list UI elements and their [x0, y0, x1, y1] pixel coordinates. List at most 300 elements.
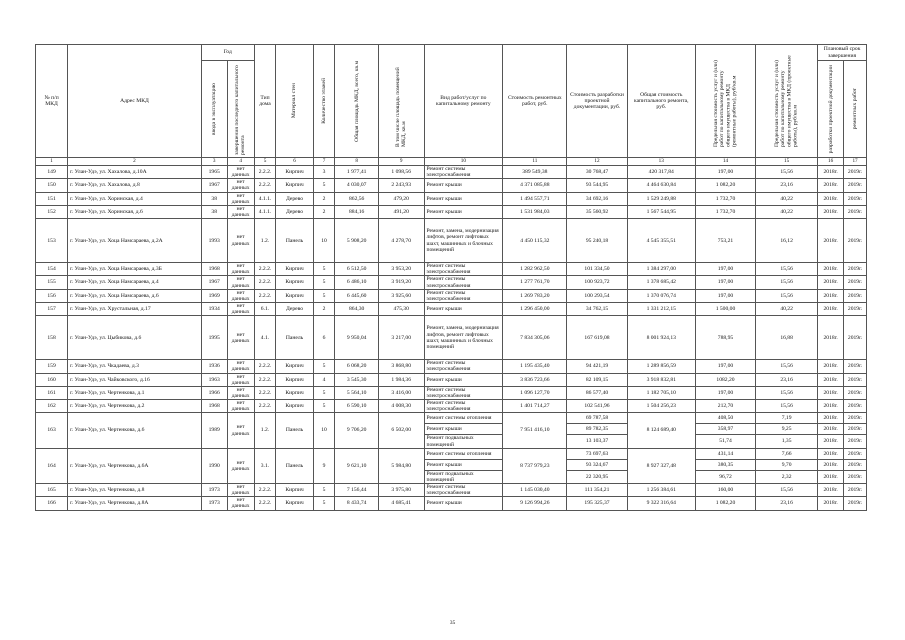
row-number: 153 — [36, 219, 68, 263]
header-residential-area: В том числе площадь помещений МКД, кв.м — [395, 67, 408, 147]
house-type-cell: 4.1. — [254, 316, 276, 360]
table-row — [36, 302, 867, 315]
total-area-cell: 884,16 — [335, 205, 379, 218]
table-header — [36, 45, 867, 166]
column-number: 11 — [503, 158, 567, 166]
work-type-cell: Ремонт подвальных помещений — [424, 435, 503, 448]
house-type-cell: 2.2.2. — [254, 373, 276, 386]
table-row — [36, 497, 867, 510]
design-cost-cell: 94 421,19 — [567, 360, 627, 373]
residential-area-cell: 5 984,80 — [378, 448, 424, 483]
total-area-cell: 864,30 — [335, 302, 379, 315]
year-commissioning-cell: 1936 — [201, 360, 227, 373]
max-cost-repair-cell: 380,35 — [695, 459, 755, 470]
work-type-cell: Ремонт системы отопления — [424, 413, 503, 424]
plan-repair-cell: 2019г. — [844, 192, 867, 205]
year-last-repair-cell: нет данных — [227, 289, 254, 302]
total-cost-cell: 1 384 297,00 — [627, 263, 695, 276]
residential-area-cell: 6 502,00 — [378, 413, 424, 448]
max-cost-repair-cell: 1 500,00 — [695, 302, 755, 315]
year-last-repair-cell: нет данных — [227, 192, 254, 205]
residential-area-cell: 475,30 — [378, 302, 424, 315]
plan-design-cell: 2018г. — [818, 179, 844, 192]
max-cost-design-cell: 40,22 — [756, 192, 818, 205]
design-cost-cell: 73 697,63 — [567, 448, 627, 459]
plan-repair-cell: 2019г. — [844, 360, 867, 373]
year-commissioning-cell: 1966 — [201, 386, 227, 399]
wall-material-cell: Панель — [276, 219, 313, 263]
wall-material-cell: Кирпич — [276, 166, 313, 179]
house-type-cell: 2.2.2. — [254, 360, 276, 373]
repair-cost-cell: 7 951 416,10 — [503, 413, 567, 448]
table-row — [36, 179, 867, 192]
house-type-cell: 4.1.1. — [254, 205, 276, 218]
floors-cell: 2 — [313, 205, 335, 218]
row-number: 151 — [36, 192, 68, 205]
max-cost-repair-cell: 1 082,20 — [695, 497, 755, 510]
header-wall-material: Материал стен — [291, 83, 298, 119]
header-work-type: Вид работ/услуг по капитальному ремонту — [424, 45, 503, 158]
header-plan-design: разработки проектной документации — [827, 64, 834, 154]
year-commissioning-cell: 1968 — [201, 400, 227, 413]
work-type-cell: Ремонт крыши — [424, 424, 503, 435]
total-cost-cell: 3 918 832,81 — [627, 373, 695, 386]
max-cost-repair-cell: 358,97 — [695, 424, 755, 435]
year-last-repair-cell: нет данных — [227, 263, 254, 276]
year-commissioning-cell: 1989 — [201, 413, 227, 448]
plan-design-cell: 2018г. — [818, 302, 844, 315]
address-cell: г. Улан-Удэ, ул. Хоца Намсараева, д.4 — [68, 276, 202, 289]
header-plan-group: Плановый срок завершения — [818, 45, 867, 61]
repair-cost-cell: 7 834 305,06 — [503, 316, 567, 360]
total-area-cell: 6 445,60 — [335, 289, 379, 302]
repair-cost-cell: 8 737 979,23 — [503, 448, 567, 483]
repair-program-table — [35, 44, 867, 511]
total-area-cell: 9 621,10 — [335, 448, 379, 483]
design-cost-cell: 34 692,16 — [567, 192, 627, 205]
work-type-cell: Ремонт крыши — [424, 302, 503, 315]
repair-cost-cell: 1 277 761,70 — [503, 276, 567, 289]
design-cost-cell: 35 560,92 — [567, 205, 627, 218]
header-no: № п/п МКД — [36, 45, 68, 158]
row-number: 152 — [36, 205, 68, 218]
year-last-repair-cell: нет данных — [227, 219, 254, 263]
design-cost-cell: 82 109,15 — [567, 373, 627, 386]
max-cost-design-cell: 7,19 — [756, 413, 818, 424]
address-cell: г. Улан-Удэ, ул. Хоца Намсараева, д.3Б — [68, 263, 202, 276]
repair-cost-cell: 1 282 962,50 — [503, 263, 567, 276]
work-type-cell: Ремонт системы электроснабжения — [424, 276, 503, 289]
table-row — [36, 386, 867, 399]
wall-material-cell: Кирпич — [276, 276, 313, 289]
header-repair-cost: Стоимость ремонтных работ, руб. — [503, 45, 567, 158]
header-total-area: Общая площадь МКД, всего, кв.м — [353, 60, 360, 142]
work-type-cell: Ремонт системы электроснабжения — [424, 386, 503, 399]
column-number: 7 — [313, 158, 335, 166]
header-year-group: Год — [201, 45, 254, 61]
address-cell: г. Улан-Удэ, ул. Хоца Намсараева, д.6 — [68, 289, 202, 302]
plan-design-cell: 2018г. — [818, 360, 844, 373]
table-row — [36, 316, 867, 360]
house-type-cell: 2.2.2. — [254, 166, 276, 179]
floors-cell: 10 — [313, 219, 335, 263]
repair-cost-cell: 1 195 435,40 — [503, 360, 567, 373]
work-type-cell: Ремонт, замена, модернизация лифтов, ремонт лифтовых шахт, машинных и блочных помещений — [424, 219, 503, 263]
plan-design-cell: 2018г. — [818, 219, 844, 263]
wall-material-cell: Дерево — [276, 192, 313, 205]
repair-cost-cell: 1 096 127,70 — [503, 386, 567, 399]
table-row — [36, 360, 867, 373]
wall-material-cell: Панель — [276, 413, 313, 448]
address-cell: г. Улан-Удэ, ул. Чайковского, д.16 — [68, 373, 202, 386]
max-cost-repair-cell: 788,95 — [695, 316, 755, 360]
header-max-cost-design: Предельная стоимость услуг и (или) работ по капитальному ремонту общего имущества в МКД (проектные работы), руб/кв.м — [774, 55, 799, 147]
plan-repair-cell: 2019г. — [844, 302, 867, 315]
plan-design-cell: 2018г. — [818, 470, 844, 483]
wall-material-cell: Кирпич — [276, 497, 313, 510]
year-last-repair-cell: нет данных — [227, 179, 254, 192]
column-number: 9 — [378, 158, 424, 166]
max-cost-design-cell: 9,25 — [756, 424, 818, 435]
work-type-cell: Ремонт крыши — [424, 459, 503, 470]
max-cost-design-cell: 15,56 — [756, 166, 818, 179]
total-area-cell: 4 030,07 — [335, 179, 379, 192]
house-type-cell: 2.2.2. — [254, 289, 276, 302]
plan-repair-cell: 2019г. — [844, 386, 867, 399]
address-cell: г. Улан-Удэ, ул. Хоца Намсараева, д.2А — [68, 219, 202, 263]
total-cost-cell: 1 370 076,74 — [627, 289, 695, 302]
plan-design-cell: 2018г. — [818, 497, 844, 510]
residential-area-cell: 1 984,36 — [378, 373, 424, 386]
plan-repair-cell: 2019г. — [844, 435, 867, 448]
year-commissioning-cell: 1990 — [201, 448, 227, 483]
residential-area-cell: 491,20 — [378, 205, 424, 218]
year-commissioning-cell: 38 — [201, 205, 227, 218]
header-max-cost-repair: Предельная стоимость услуг и (или) работ по капитальному ремонту общего имущества в МКД (ремонтные работы), руб/кв.м — [713, 60, 738, 147]
wall-material-cell: Кирпич — [276, 289, 313, 302]
house-type-cell: 2.2.2. — [254, 497, 276, 510]
row-number: 165 — [36, 483, 68, 496]
total-cost-cell: 4 464 630,84 — [627, 179, 695, 192]
year-commissioning-cell: 1967 — [201, 179, 227, 192]
max-cost-design-cell: 15,56 — [756, 289, 818, 302]
address-cell: г. Улан-Удэ, ул. Чертенкова, д.8А — [68, 497, 202, 510]
row-number: 163 — [36, 413, 68, 448]
year-last-repair-cell: нет данных — [227, 205, 254, 218]
wall-material-cell: Дерево — [276, 302, 313, 315]
table-row — [36, 413, 867, 424]
repair-cost-cell: 1 494 557,71 — [503, 192, 567, 205]
year-commissioning-cell: 1973 — [201, 483, 227, 496]
address-cell: г. Улан-Удэ, ул. Хрустальная, д.17 — [68, 302, 202, 315]
max-cost-design-cell: 7,66 — [756, 448, 818, 459]
residential-area-cell: 4 278,70 — [378, 219, 424, 263]
year-commissioning-cell: 1973 — [201, 497, 227, 510]
residential-area-cell: 3 416,00 — [378, 386, 424, 399]
max-cost-design-cell: 40,22 — [756, 205, 818, 218]
plan-repair-cell: 2019г. — [844, 400, 867, 413]
wall-material-cell: Кирпич — [276, 360, 313, 373]
year-commissioning-cell: 1995 — [201, 316, 227, 360]
wall-material-cell: Панель — [276, 448, 313, 483]
design-cost-cell: 69 787,58 — [567, 413, 627, 424]
table-body — [36, 166, 867, 511]
plan-repair-cell: 2019г. — [844, 205, 867, 218]
repair-cost-cell: 1 145 030,40 — [503, 483, 567, 496]
total-area-cell: 3 545,30 — [335, 373, 379, 386]
repair-cost-cell: 4 371 085,88 — [503, 179, 567, 192]
address-cell: г. Улан-Удэ, ул. Чертенкова, д.2 — [68, 400, 202, 413]
total-cost-cell: 9 322 316,64 — [627, 497, 695, 510]
plan-design-cell: 2018г. — [818, 435, 844, 448]
repair-cost-cell: 3 836 723,66 — [503, 373, 567, 386]
work-type-cell: Ремонт системы электроснабжения — [424, 400, 503, 413]
total-area-cell: 6 486,10 — [335, 276, 379, 289]
year-last-repair-cell: нет данных — [227, 360, 254, 373]
max-cost-repair-cell: 197,00 — [695, 289, 755, 302]
total-cost-cell: 1 256 384,61 — [627, 483, 695, 496]
floors-cell: 10 — [313, 413, 335, 448]
plan-repair-cell: 2019г. — [844, 483, 867, 496]
house-type-cell: 2.2.2. — [254, 400, 276, 413]
year-commissioning-cell: 1969 — [201, 289, 227, 302]
plan-design-cell: 2018г. — [818, 373, 844, 386]
max-cost-design-cell: 23,16 — [756, 373, 818, 386]
total-cost-cell: 1 567 544,95 — [627, 205, 695, 218]
plan-repair-cell: 2019г. — [844, 470, 867, 483]
address-cell: г. Улан-Удэ, ул. Чертенкова, д.1 — [68, 386, 202, 399]
year-last-repair-cell: нет данных — [227, 302, 254, 315]
column-number: 8 — [335, 158, 379, 166]
max-cost-repair-cell: 753,21 — [695, 219, 755, 263]
row-number: 161 — [36, 386, 68, 399]
residential-area-cell: 4 008,30 — [378, 400, 424, 413]
plan-design-cell: 2018г. — [818, 424, 844, 435]
residential-area-cell: 3 975,80 — [378, 483, 424, 496]
max-cost-design-cell: 2,32 — [756, 470, 818, 483]
total-area-cell: 6 512,50 — [335, 263, 379, 276]
year-last-repair-cell: нет данных — [227, 413, 254, 448]
max-cost-repair-cell: 1082,20 — [695, 373, 755, 386]
total-area-cell: 5 908,20 — [335, 219, 379, 263]
max-cost-repair-cell: 197,00 — [695, 360, 755, 373]
max-cost-design-cell: 15,56 — [756, 360, 818, 373]
header-total-cost: Общая стоимость капитального ремонта, руб. — [627, 45, 695, 158]
repair-cost-cell: 1 531 984,03 — [503, 205, 567, 218]
max-cost-design-cell: 16,12 — [756, 219, 818, 263]
total-cost-cell: 4 545 355,51 — [627, 219, 695, 263]
column-number: 2 — [68, 158, 202, 166]
plan-repair-cell: 2019г. — [844, 219, 867, 263]
plan-repair-cell: 2019г. — [844, 497, 867, 510]
max-cost-design-cell: 9,70 — [756, 459, 818, 470]
work-type-cell: Ремонт системы электроснабжения — [424, 360, 503, 373]
total-cost-cell: 8 124 689,40 — [627, 413, 695, 448]
max-cost-design-cell: 15,56 — [756, 483, 818, 496]
total-cost-cell: 1 529 249,88 — [627, 192, 695, 205]
year-last-repair-cell: нет данных — [227, 448, 254, 483]
plan-design-cell: 2018г. — [818, 400, 844, 413]
design-cost-cell: 102 541,96 — [567, 400, 627, 413]
year-last-repair-cell: нет данных — [227, 400, 254, 413]
address-cell: г. Улан-Удэ, ул. Хоринская, д.6 — [68, 205, 202, 218]
design-cost-cell: 95 240,18 — [567, 219, 627, 263]
total-area-cell: 862,56 — [335, 192, 379, 205]
wall-material-cell: Кирпич — [276, 386, 313, 399]
plan-design-cell: 2018г. — [818, 459, 844, 470]
max-cost-design-cell: 40,22 — [756, 302, 818, 315]
max-cost-repair-cell: 197,00 — [695, 386, 755, 399]
plan-repair-cell: 2019г. — [844, 316, 867, 360]
column-number: 5 — [254, 158, 276, 166]
year-commissioning-cell: 1934 — [201, 302, 227, 315]
plan-design-cell: 2018г. — [818, 483, 844, 496]
plan-design-cell: 2018г. — [818, 448, 844, 459]
page-number: 35 — [449, 620, 456, 626]
row-number: 162 — [36, 400, 68, 413]
residential-area-cell: 1 098,56 — [378, 166, 424, 179]
column-number: 4 — [227, 158, 254, 166]
total-cost-cell: 1 504 256,23 — [627, 400, 695, 413]
house-type-cell: 2.2.2. — [254, 179, 276, 192]
row-number: 149 — [36, 166, 68, 179]
column-number: 15 — [756, 158, 818, 166]
header-address: Адрес МКД — [68, 45, 202, 158]
column-number: 3 — [201, 158, 227, 166]
column-number: 16 — [818, 158, 844, 166]
year-commissioning-cell: 38 — [201, 192, 227, 205]
max-cost-design-cell: 15,56 — [756, 276, 818, 289]
max-cost-repair-cell: 197,00 — [695, 276, 755, 289]
table-row — [36, 166, 867, 179]
repair-cost-cell: 1 269 783,20 — [503, 289, 567, 302]
column-number: 10 — [424, 158, 503, 166]
max-cost-design-cell: 16,88 — [756, 316, 818, 360]
total-cost-cell: 1 331 212,15 — [627, 302, 695, 315]
house-type-cell: 2.2.2. — [254, 386, 276, 399]
max-cost-repair-cell: 197,00 — [695, 263, 755, 276]
residential-area-cell: 3 868,80 — [378, 360, 424, 373]
floors-cell: 3 — [313, 166, 335, 179]
house-type-cell: 3.1. — [254, 448, 276, 483]
total-area-cell: 6 590,10 — [335, 400, 379, 413]
total-area-cell: 9 950,04 — [335, 316, 379, 360]
table-row — [36, 373, 867, 386]
address-cell: г. Улан-Удэ, ул. Чертенкова, д.6 — [68, 413, 202, 448]
header-design-cost: Стоимость разработки проектной документации, руб. — [567, 45, 627, 158]
floors-cell: 5 — [313, 289, 335, 302]
total-cost-cell: 420 317,84 — [627, 166, 695, 179]
address-cell: г. Улан-Удэ, ул. Чертенкова, д.8 — [68, 483, 202, 496]
max-cost-design-cell: 23,16 — [756, 179, 818, 192]
work-type-cell: Ремонт, замена, модернизация лифтов, ремонт лифтовых шахт, машинных и блочных помещений — [424, 316, 503, 360]
max-cost-repair-cell: 1 732,70 — [695, 205, 755, 218]
house-type-cell: 2.2.2. — [254, 263, 276, 276]
row-number: 159 — [36, 360, 68, 373]
row-number: 155 — [36, 276, 68, 289]
year-last-repair-cell: нет данных — [227, 316, 254, 360]
design-cost-cell: 101 334,50 — [567, 263, 627, 276]
max-cost-repair-cell: 1 732,70 — [695, 192, 755, 205]
total-area-cell: 7 156,44 — [335, 483, 379, 496]
work-type-cell: Ремонт системы электроснабжения — [424, 263, 503, 276]
plan-repair-cell: 2019г. — [844, 413, 867, 424]
table-row — [36, 483, 867, 496]
row-number: 154 — [36, 263, 68, 276]
total-area-cell: 8 433,74 — [335, 497, 379, 510]
max-cost-design-cell: 23,16 — [756, 497, 818, 510]
floors-cell: 6 — [313, 316, 335, 360]
floors-cell: 5 — [313, 483, 335, 496]
total-area-cell: 1 977,41 — [335, 166, 379, 179]
work-type-cell: Ремонт системы отопления — [424, 448, 503, 459]
floors-cell: 2 — [313, 302, 335, 315]
plan-repair-cell: 2019г. — [844, 459, 867, 470]
table-row — [36, 192, 867, 205]
max-cost-repair-cell: 408,50 — [695, 413, 755, 424]
year-last-repair-cell: нет данных — [227, 166, 254, 179]
design-cost-cell: 111 354,21 — [567, 483, 627, 496]
plan-design-cell: 2018г. — [818, 205, 844, 218]
year-commissioning-cell: 1965 — [201, 166, 227, 179]
plan-design-cell: 2018г. — [818, 263, 844, 276]
year-commissioning-cell: 1993 — [201, 219, 227, 263]
address-cell: г. Улан-Удэ, ул. Цыбикова, д.6 — [68, 316, 202, 360]
wall-material-cell: Кирпич — [276, 400, 313, 413]
floors-cell: 5 — [313, 400, 335, 413]
row-number: 164 — [36, 448, 68, 483]
plan-design-cell: 2018г. — [818, 276, 844, 289]
work-type-cell: Ремонт системы электроснабжения — [424, 483, 503, 496]
total-cost-cell: 1 378 685,42 — [627, 276, 695, 289]
design-cost-cell: 34 762,15 — [567, 302, 627, 315]
floors-cell: 9 — [313, 448, 335, 483]
column-number: 12 — [567, 158, 627, 166]
floors-cell: 5 — [313, 360, 335, 373]
wall-material-cell: Кирпич — [276, 263, 313, 276]
address-cell: г. Улан-Удэ, ул. Хоринская, д.4 — [68, 192, 202, 205]
wall-material-cell: Дерево — [276, 205, 313, 218]
residential-area-cell: 479,20 — [378, 192, 424, 205]
plan-design-cell: 2018г. — [818, 192, 844, 205]
house-type-cell: 6.1. — [254, 302, 276, 315]
header-year-last-repair: завершения последнего капитального ремонта — [234, 65, 247, 155]
plan-repair-cell: 2019г. — [844, 276, 867, 289]
design-cost-cell: 100 923,72 — [567, 276, 627, 289]
table-row — [36, 276, 867, 289]
table-row — [36, 448, 867, 459]
year-last-repair-cell: нет данных — [227, 483, 254, 496]
plan-design-cell: 2018г. — [818, 386, 844, 399]
plan-repair-cell: 2019г. — [844, 448, 867, 459]
total-cost-cell: 1 182 705,10 — [627, 386, 695, 399]
header-year-commissioning: ввода в эксплуатацию — [211, 82, 218, 136]
column-number: 1 — [36, 158, 68, 166]
plan-design-cell: 2018г. — [818, 316, 844, 360]
wall-material-cell: Кирпич — [276, 483, 313, 496]
row-number: 150 — [36, 179, 68, 192]
address-cell: г. Улан-Удэ, ул. Хахалова, д.10А — [68, 166, 202, 179]
house-type-cell: 2.2.2. — [254, 276, 276, 289]
row-number: 157 — [36, 302, 68, 315]
total-cost-cell: 8 001 924,13 — [627, 316, 695, 360]
wall-material-cell: Панель — [276, 316, 313, 360]
work-type-cell: Ремонт подвальных помещений — [424, 470, 503, 483]
design-cost-cell: 93 324,67 — [567, 459, 627, 470]
header-floors: Количество этажей — [320, 78, 327, 124]
work-type-cell: Ремонт крыши — [424, 205, 503, 218]
column-number: 13 — [627, 158, 695, 166]
